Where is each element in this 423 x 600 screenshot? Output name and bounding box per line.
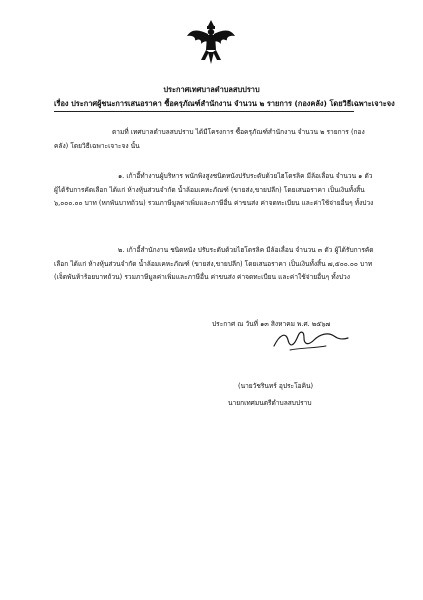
document-subject: เรื่อง ประกาศผู้ชนะการเสนอราคา ซื้อครุภัณฑ์สำนักงาน จำนวน ๒ รายการ (กองคลัง) โดยวิธีเฉพาะเจาะจง	[54, 99, 395, 108]
item-1-paragraph: ๑. เก้าอี้ทำงานผู้บริหาร พนักพิงสูงชนิดหนังปรับระดับด้วยไฮโดรลิค มีล้อเลื่อน จำนวน ๑ ตัว ผู้ได้รับการคัดเลือก ได้แก่ ห้างหุ้นส่วนจำกัด น้ำล้อมเคหะภัณฑ์ (ขายส่ง,ขายปลีก) โดยเสนอราคา เป็นเงินทั้งสิ้น ๖,๐๐๐.๐๐ บาท (หกพันบาทถ้วน) รวมภาษีมูลค่าเพิ่มและภาษีอื่น ค่าขนส่ง ค่าจดทะเบียน และค่าใช้จ่ายอื่นๆ ทั้งปวง	[54, 172, 374, 207]
document-title: ประกาศเทศบาลตำบลสบปราบ	[163, 85, 260, 94]
intro-paragraph: ตามที่ เทศบาลตำบลสบปราบ ได้มีโครงการ ซื้อครุภัณฑ์สำนักงาน จำนวน ๒ รายการ (กองคลัง) โดยวิธีเฉพาะเจาะจง นั้น	[54, 128, 365, 150]
announcement-date: ประกาศ ณ วันที่ ๑๓ สิงหาคม พ.ศ. ๒๕๖๗	[212, 320, 331, 328]
handwritten-signature	[270, 326, 350, 356]
title-divider	[54, 111, 354, 112]
signer-title: นายกเทศมนตรีตำบลสบปราบ	[228, 399, 312, 407]
signer-name: (นายวัชรินทร์ อุประโอคิน)	[238, 382, 314, 390]
garuda-emblem-icon	[186, 18, 236, 66]
item-2-paragraph: ๒. เก้าอี้สำนักงาน ชนิดหนัง ปรับระดับด้วยไฮโดรลิค มีล้อเลื่อน จำนวน ๓ ตัว ผู้ได้รับการคัดเลือก ได้แก่ ห้างหุ้นส่วนจำกัด น้ำล้อมเคหะภัณฑ์ (ขายส่ง,ขายปลีก) โดยเสนอราคา เป็นเงินทั้งสิ้น ๗,๕๐๐.๐๐ บาท (เจ็ดพันห้าร้อยบาทถ้วน) รวมภาษีมูลค่าเพิ่มและภาษีอื่น ค่าขนส่ง ค่าจดทะเบียน และค่าใช้จ่ายอื่นๆ ทั้งปวง	[54, 246, 374, 281]
